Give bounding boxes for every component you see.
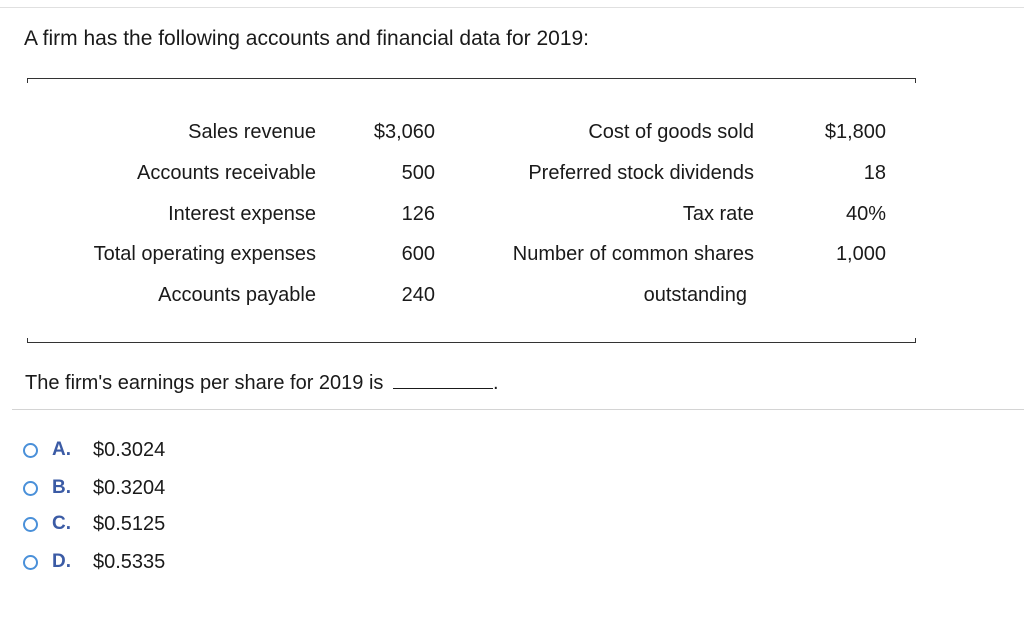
top-divider	[0, 7, 1024, 8]
section-divider	[12, 409, 1024, 410]
option-b[interactable]	[23, 474, 165, 502]
question-prompt	[25, 370, 499, 395]
table-cell-label: Interest expense	[168, 203, 316, 225]
option-text: $0.3204	[93, 476, 166, 499]
question-text: A firm has the following accounts and financial data for 2019:	[24, 27, 590, 50]
table-cell-value: 18	[863, 162, 886, 184]
table-cell-label: Number of common shares	[512, 243, 754, 265]
table-cell-label: Preferred stock dividends	[528, 162, 754, 184]
table-bottom-rule	[27, 342, 916, 343]
table-cell-label: Accounts payable	[158, 284, 316, 306]
table-cell-value: 600	[401, 243, 435, 265]
option-text: $0.3024	[93, 438, 166, 461]
table-cell-value: 1,000	[835, 243, 886, 265]
option-letter: C.	[52, 513, 71, 534]
table-cell-label: outstanding	[643, 284, 747, 306]
option-a[interactable]	[23, 436, 165, 464]
option-text: $0.5125	[93, 512, 166, 535]
table-cell-label: Sales revenue	[188, 121, 316, 143]
answer-blank	[393, 370, 493, 389]
radio-unchecked-icon[interactable]	[23, 481, 38, 496]
option-letter: B.	[52, 477, 71, 498]
table-cell-label: Total operating expenses	[93, 243, 316, 265]
table-cell-value: $3,060	[373, 121, 435, 143]
prompt-period: .	[493, 372, 499, 394]
prompt-text: The firm's earnings per share for 2019 is	[25, 372, 384, 394]
table-top-rule	[27, 78, 916, 79]
table-cell-label: Tax rate	[682, 203, 754, 225]
option-d[interactable]	[23, 548, 165, 576]
table-cell-value: 40%	[845, 203, 886, 225]
table-cell-value: 500	[401, 162, 435, 184]
table-cell-value: $1,800	[824, 121, 886, 143]
option-letter: A.	[52, 439, 71, 460]
option-c[interactable]	[23, 510, 165, 538]
option-letter: D.	[52, 551, 71, 572]
radio-unchecked-icon[interactable]	[23, 443, 38, 458]
table-cell-label: Cost of goods sold	[588, 121, 754, 143]
radio-unchecked-icon[interactable]	[23, 517, 38, 532]
option-text: $0.5335	[93, 550, 166, 573]
table-cell-label: Accounts receivable	[137, 162, 316, 184]
table-cell-value: 240	[401, 284, 435, 306]
table-cell-value: 126	[401, 203, 435, 225]
radio-unchecked-icon[interactable]	[23, 555, 38, 570]
